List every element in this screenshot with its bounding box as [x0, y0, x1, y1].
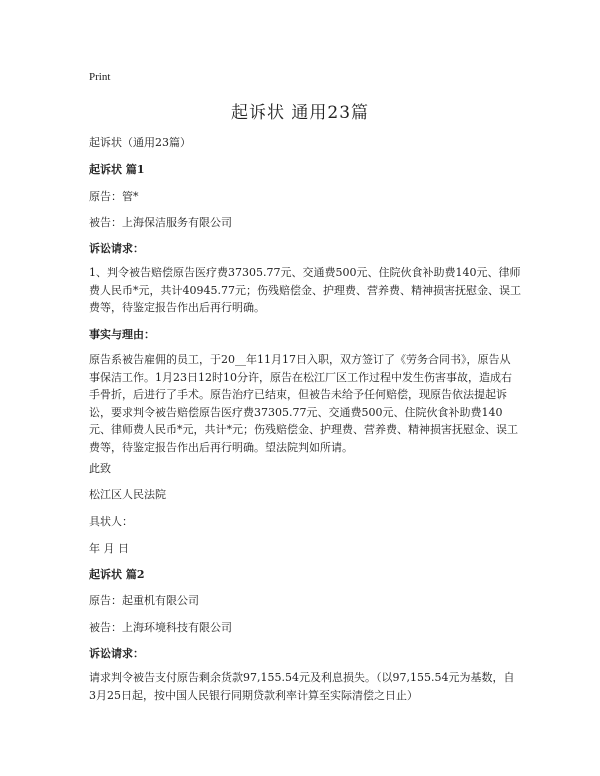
article1-claims-heading: 诉讼请求：: [89, 242, 144, 255]
document-title: 起诉状 通用23篇: [230, 103, 370, 123]
article1-defendant: 被告：上海保洁服务有限公司: [89, 216, 232, 229]
article2-claims-heading: 诉讼请求：: [89, 647, 144, 660]
article1-facts-heading: 事实与理由：: [89, 328, 155, 341]
document-subtitle: 起诉状（通用23篇）: [89, 136, 191, 149]
article2-heading: 起诉状 篇2: [89, 568, 145, 581]
article2-claims-text: 请求判令被告支付原告剩余货款97,155.54元及利息损失。（以97,155.54元为基数，自3月25日起，按中国人民银行同期贷款利率计算至实际清偿之日止）: [89, 671, 515, 702]
article1-claims-text: 1、判令被告赔偿原告医疗费37305.77元、交通费500元、住院伙食补助费140元、律师费人民币*元，共计40945.77元；伤残赔偿金、护理费、营养费、精神损害抚慰金、误工费等，待鉴定报告作出后再行明确。: [89, 266, 521, 314]
article1-closing: 此致: [89, 462, 111, 475]
article1-plaintiff: 原告：管*: [89, 190, 139, 203]
article1-court: 松江区人民法院: [89, 488, 166, 501]
article1-signer: 具状人：: [89, 515, 133, 528]
article2-defendant: 被告：上海环境科技有限公司: [89, 621, 232, 634]
article2-plaintiff: 原告：起重机有限公司: [89, 594, 199, 607]
article1-facts-text: 原告系被告雇佣的员工，于20__年11月17日入职，双方签订了《劳务合同书》，原告从事保洁工作。1月23日12时10分许，原告在松江厂区工作过程中发生伤害事故，造成右手骨折，后进行了手术。原告治疗已结束，但被告未给予任何赔偿，现原告依法提起诉讼，要求判令被告赔偿原告医疗费37305.77元、交通费500元、住院伙食补助费140元、律师费人民币*元，共计*元；伤残赔偿金、护理费、营养费、精神损害抚慰金、误工费等，待鉴定报告作出后再行明确。望法院判如所请。: [89, 353, 518, 454]
article1-heading: 起诉状 篇1: [89, 163, 145, 176]
print-label[interactable]: Print: [89, 71, 111, 83]
article1-date: 年 月 日: [89, 542, 129, 555]
